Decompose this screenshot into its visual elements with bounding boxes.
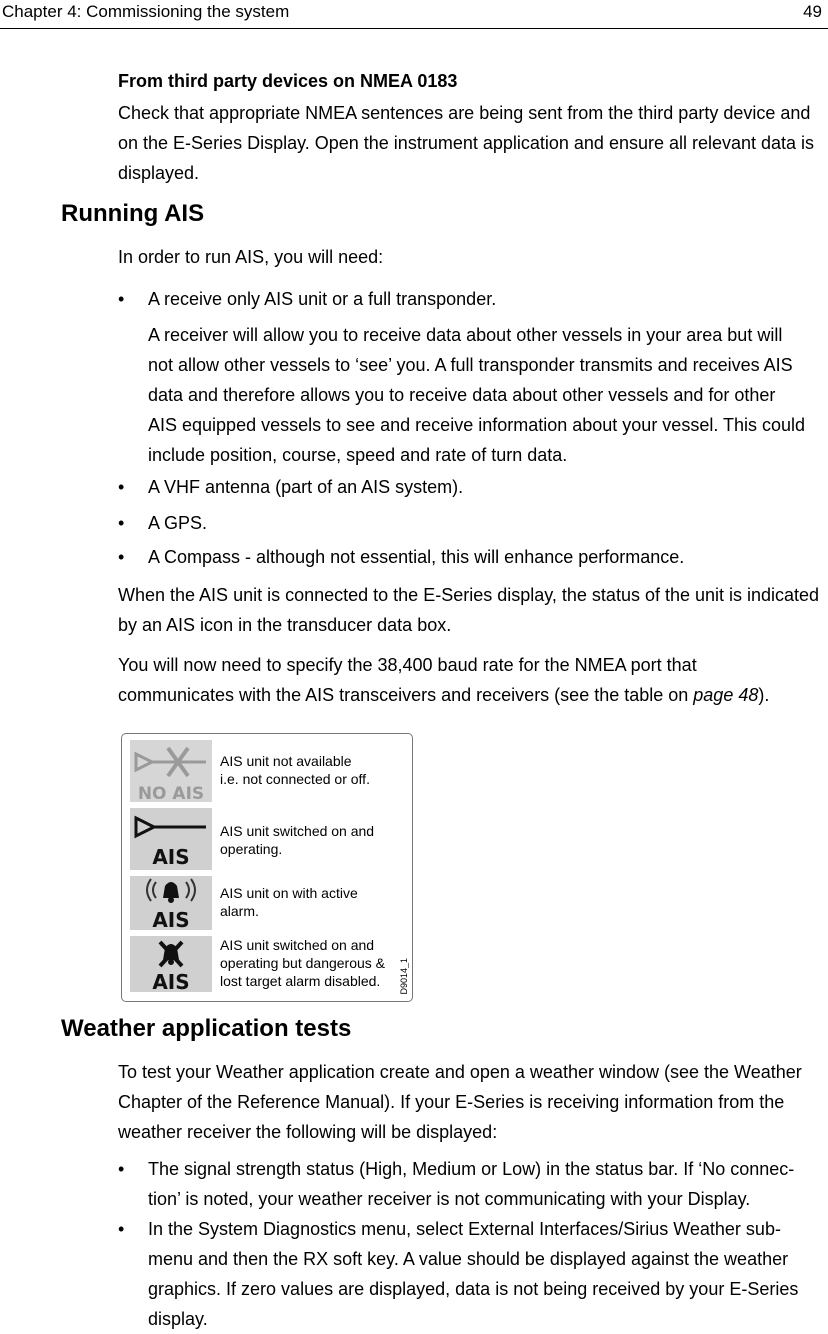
text-line: weather receiver the following will be displayed: xyxy=(118,1122,498,1142)
bullet-symbol: • xyxy=(118,1159,125,1179)
list-item-text: A Compass - although not essential, this will enhance performance. xyxy=(148,547,685,567)
ais-status-paragraph xyxy=(118,580,826,640)
ais-status-description xyxy=(220,884,395,920)
chapter-title: Chapter 4: Commissioning the system xyxy=(2,2,290,21)
text-line: ). xyxy=(758,685,770,705)
text-line: The signal strength status (High, Medium or Low) in the status bar. If ‘No connec- xyxy=(148,1159,795,1179)
ais-on-icon xyxy=(130,808,212,870)
text-line: display. xyxy=(148,1309,208,1329)
ais-status-description xyxy=(220,822,395,858)
ais-status-row xyxy=(130,876,410,930)
list-item-text: A GPS. xyxy=(148,513,208,533)
list-item xyxy=(118,472,826,502)
page-number: 49 xyxy=(803,2,822,21)
ais-alarm-disabled-icon xyxy=(130,936,212,992)
text-line: operating but dangerous & xyxy=(220,955,386,971)
weather-intro xyxy=(118,1057,826,1147)
ais-icon-label: AIS xyxy=(152,970,190,992)
running-ais-heading: Running AIS xyxy=(61,200,205,227)
baud-rate-paragraph xyxy=(118,650,826,710)
text-line: include position, course, speed and rate of turn data. xyxy=(148,445,568,465)
running-ais-intro: In order to run AIS, you will need: xyxy=(118,247,384,267)
bullet-symbol: • xyxy=(118,289,125,309)
list-item-text xyxy=(148,1154,826,1214)
bullet-symbol: • xyxy=(118,513,125,533)
ais-status-icons-figure xyxy=(121,733,413,1002)
page-header xyxy=(0,0,828,29)
weather-heading: Weather application tests xyxy=(61,1015,352,1042)
receiver-note xyxy=(148,320,826,470)
text-line: on the E-Series Display. Open the instrument application and ensure all relevant data is xyxy=(118,133,815,153)
text-line: Check that appropriate NMEA sentences are being sent from the third party device and xyxy=(118,103,811,123)
list-item-text xyxy=(148,1214,826,1334)
bullet-symbol: • xyxy=(118,1219,125,1239)
page-48-link[interactable]: page 48 xyxy=(693,685,759,705)
no-ais-icon-label: NO AIS xyxy=(137,784,205,802)
third-party-heading: From third party devices on NMEA 0183 xyxy=(118,71,458,91)
text-line: not allow other vessels to ‘see’ you. A full transponder transmits and receives AIS xyxy=(148,355,793,375)
ais-status-description xyxy=(220,936,395,990)
text-line: AIS unit switched on and xyxy=(220,937,375,953)
list-item xyxy=(118,1214,826,1334)
text-line: AIS unit not available xyxy=(220,753,352,769)
ais-status-row xyxy=(130,808,410,870)
text-line: menu and then the RX soft key. A value should be displayed against the weather xyxy=(148,1249,789,1269)
ais-status-row xyxy=(130,936,410,992)
text-line: AIS unit on with active xyxy=(220,885,358,901)
text-line: To test your Weather application create and open a weather window (see the Weather xyxy=(118,1062,802,1082)
text-line: lost target alarm disabled. xyxy=(220,973,381,989)
list-item xyxy=(118,284,826,314)
third-party-paragraph xyxy=(118,98,826,188)
text-line: operating. xyxy=(220,841,283,857)
list-item xyxy=(118,1154,826,1214)
ais-status-description xyxy=(220,752,395,788)
list-item xyxy=(118,542,826,572)
text-line: graphics. If zero values are displayed, data is not being received by your E-Series xyxy=(148,1279,799,1299)
bullet-symbol: • xyxy=(118,477,125,497)
list-item-text: A receive only AIS unit or a full transponder. xyxy=(148,289,497,309)
ais-icon-label: AIS xyxy=(152,908,190,930)
text-line: Chapter of the Reference Manual). If your E-Series is receiving information from the xyxy=(118,1092,785,1112)
text-line: tion’ is noted, your weather receiver is not communicating with your Display. xyxy=(148,1189,751,1209)
list-item xyxy=(118,508,826,538)
text-line: A receiver will allow you to receive data about other vessels in your area but will xyxy=(148,325,783,345)
ais-status-row xyxy=(130,740,410,802)
text-line: by an AIS icon in the transducer data box. xyxy=(118,615,452,635)
text-line: AIS equipped vessels to see and receive information about your vessel. This could xyxy=(148,415,806,435)
text-line: AIS unit switched on and xyxy=(220,823,375,839)
text-line: In the System Diagnostics menu, select External Interfaces/Sirius Weather sub- xyxy=(148,1219,781,1239)
ais-icon-label: AIS xyxy=(152,845,190,869)
ais-not-available-icon xyxy=(130,740,212,802)
text-line: i.e. not connected or off. xyxy=(220,771,370,787)
text-line: alarm. xyxy=(220,903,259,919)
text-line: data and therefore allows you to receive data about other vessels and for other xyxy=(148,385,776,405)
ais-alarm-icon xyxy=(130,876,212,930)
figure-id: D9014_1 xyxy=(399,958,409,995)
bullet-symbol: • xyxy=(118,547,125,567)
text-line: communicates with the AIS transceivers and receivers (see the table on xyxy=(118,685,694,705)
list-item-text: A VHF antenna (part of an AIS system). xyxy=(148,477,464,497)
text-line: When the AIS unit is connected to the E-Series display, the status of the unit is indicated xyxy=(118,585,820,605)
text-line: You will now need to specify the 38,400 baud rate for the NMEA port that xyxy=(118,655,697,675)
text-line: displayed. xyxy=(118,163,200,183)
